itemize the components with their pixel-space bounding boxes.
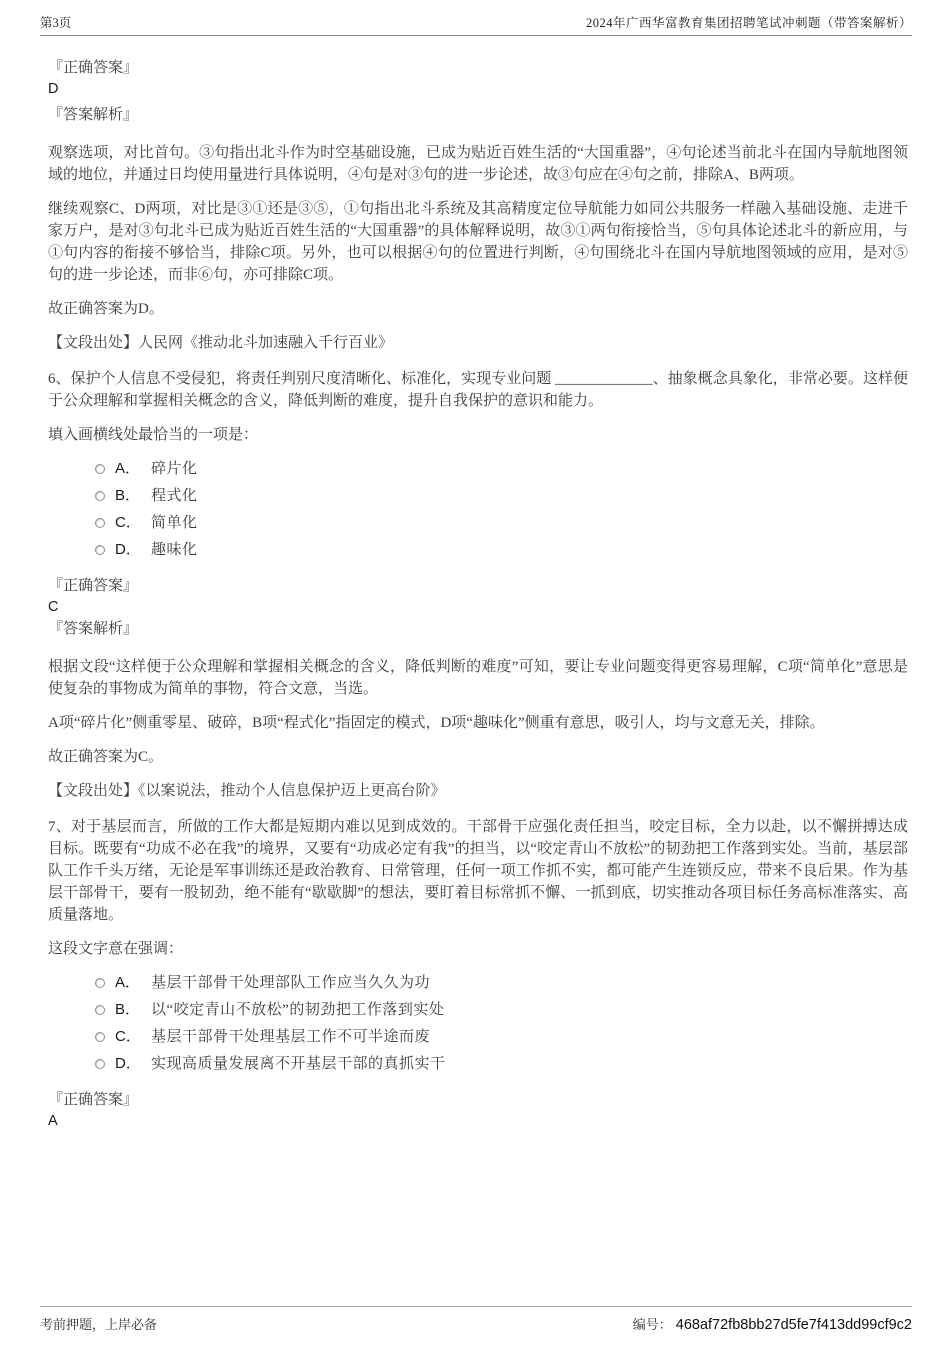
option-letter: B． <box>115 1000 141 1018</box>
option-row[interactable] <box>95 455 908 482</box>
option-row[interactable] <box>95 482 908 509</box>
option-text: 以“咬定青山不放松”的韧劲把工作落到实处 <box>151 1001 445 1018</box>
document-title: 2024年广西华富教育集团招聘笔试冲刺题（带答案解析） <box>585 16 912 30</box>
analysis-label: 『答案解析』 <box>48 621 139 637</box>
radio-icon[interactable] <box>95 1032 105 1042</box>
option-letter: D． <box>115 1054 141 1072</box>
radio-icon[interactable] <box>95 1005 105 1015</box>
analysis-paragraph: A项“碎片化”侧重零星、破碎，B项“程式化”指固定的模式，D项“趣味化”侧重有意思，吸引人，均与文意无关，排除。 <box>48 715 825 731</box>
option-letter: C． <box>115 1027 141 1045</box>
option-letter: A． <box>115 459 141 477</box>
option-row[interactable] <box>95 509 908 536</box>
correct-answer-label: 『正确答案』 <box>48 60 139 76</box>
correct-answer-label: 『正确答案』 <box>48 1092 139 1108</box>
correct-answer-value: C <box>48 599 59 615</box>
option-text: 实现高质量发展离不开基层干部的真抓实干 <box>151 1055 446 1072</box>
analysis-paragraph: 继续观察C、D两项，对比是③①还是③⑤，①句指出北斗系统及其高精度定位导航能力如同公共服务一样融入基础设施、走进千家万户，是对③句北斗已成为贴近百姓生活的“大国重器”的具体解释说明，故③①两句衔接恰当，⑤句具体论述北斗的新应用，与①句内容的衔接不够恰当，排除C项。另外，也可以根据④句的位置进行判断，④句围绕北斗在国内导航地图领域的应用，是对⑤句的进一步论述，而非⑥句，亦可排除C项。 <box>48 201 908 283</box>
option-letter: C． <box>115 513 141 531</box>
analysis-label: 『答案解析』 <box>48 107 139 123</box>
page-number: 第3页 <box>40 16 72 30</box>
doc-id-value: 468af72fb8bb27d5fe7f413dd99cf9c2 <box>675 1317 912 1333</box>
page-header <box>40 0 912 36</box>
page-content <box>40 36 912 1132</box>
question-stem: 6、保护个人信息不受侵犯，将责任判别尺度清晰化、标准化，实现专业问题 _____________、抽象概念具象化，非常必要。这样便于公众理解和掌握相关概念的含义，降低判断的难度，提升自我保护的意识和能力。 <box>48 371 908 409</box>
question-prompt: 填入画横线处最恰当的一项是： <box>48 427 259 443</box>
option-letter: D． <box>115 540 141 558</box>
source-text: 【文段出处】人民网《推动北斗加速融入千行百业》 <box>48 335 394 351</box>
option-text: 趣味化 <box>151 541 198 558</box>
option-text: 碎片化 <box>151 460 198 477</box>
option-letter: B． <box>115 486 141 504</box>
page-footer <box>40 1306 912 1333</box>
radio-icon[interactable] <box>95 464 105 474</box>
option-letter: A． <box>115 973 141 991</box>
option-text: 基层干部骨干处理基层工作不可半途而废 <box>151 1028 431 1045</box>
radio-icon[interactable] <box>95 978 105 988</box>
doc-id-label: 编号： <box>632 1317 672 1332</box>
correct-answer-value: D <box>48 81 59 97</box>
radio-icon[interactable] <box>95 518 105 528</box>
analysis-paragraph: 观察选项，对比首句。③句指出北斗作为时空基础设施，已成为贴近百姓生活的“大国重器”，④句论述当前北斗在国内导航地图领域的地位，并通过日均使用量进行具体说明，④句是对③句的进一步论述，故③句应在④句之前，排除A、B两项。 <box>48 145 908 183</box>
options-list <box>95 455 908 563</box>
option-text: 程式化 <box>151 487 198 504</box>
option-row[interactable] <box>95 996 908 1023</box>
document-page <box>40 0 912 1132</box>
correct-answer-value: A <box>48 1113 58 1129</box>
options-list <box>95 969 908 1077</box>
analysis-paragraph: 根据文段“这样便于公众理解和掌握相关概念的含义，降低判断的难度”可知，要让专业问题变得更容易理解，C项“简单化”意思是使复杂的事物成为简单的事物，符合文意，当选。 <box>48 659 908 697</box>
option-row[interactable] <box>95 1023 908 1050</box>
question-prompt: 这段文字意在强调： <box>48 941 184 957</box>
footer-slogan: 考前押题，上岸必备 <box>40 1317 158 1332</box>
option-text: 简单化 <box>151 514 198 531</box>
correct-answer-label: 『正确答案』 <box>48 578 139 594</box>
doc-id <box>633 1314 912 1333</box>
option-row[interactable] <box>95 536 908 563</box>
radio-icon[interactable] <box>95 491 105 501</box>
radio-icon[interactable] <box>95 545 105 555</box>
question-stem: 7、对于基层而言，所做的工作大都是短期内难以见到成效的。干部骨干应强化责任担当，咬定目标，全力以赴，以不懈拼搏达成目标。既要有“功成不必在我”的境界，又要有“功成必定有我”的担当，以“咬定青山不放松”的韧劲把工作落到实处。当前，基层部队工作千头万绪，无论是军事训练还是政治教育、日常管理，任何一项工作抓不实，都可能产生连锁反应，带来不良后果。作为基层干部骨干，要有一股韧劲，绝不能有“歇歇脚”的想法，要盯着目标常抓不懈、一抓到底，切实推动各项目标任务高标准落实、高质量落地。 <box>48 819 908 923</box>
source-text: 【文段出处】《以案说法，推动个人信息保护迈上更高台阶》 <box>48 783 446 799</box>
conclusion-text: 故正确答案为C。 <box>48 749 164 765</box>
option-row[interactable] <box>95 1050 908 1077</box>
option-text: 基层干部骨干处理部队工作应当久久为功 <box>151 974 431 991</box>
option-row[interactable] <box>95 969 908 996</box>
conclusion-text: 故正确答案为D。 <box>48 301 164 317</box>
radio-icon[interactable] <box>95 1059 105 1069</box>
